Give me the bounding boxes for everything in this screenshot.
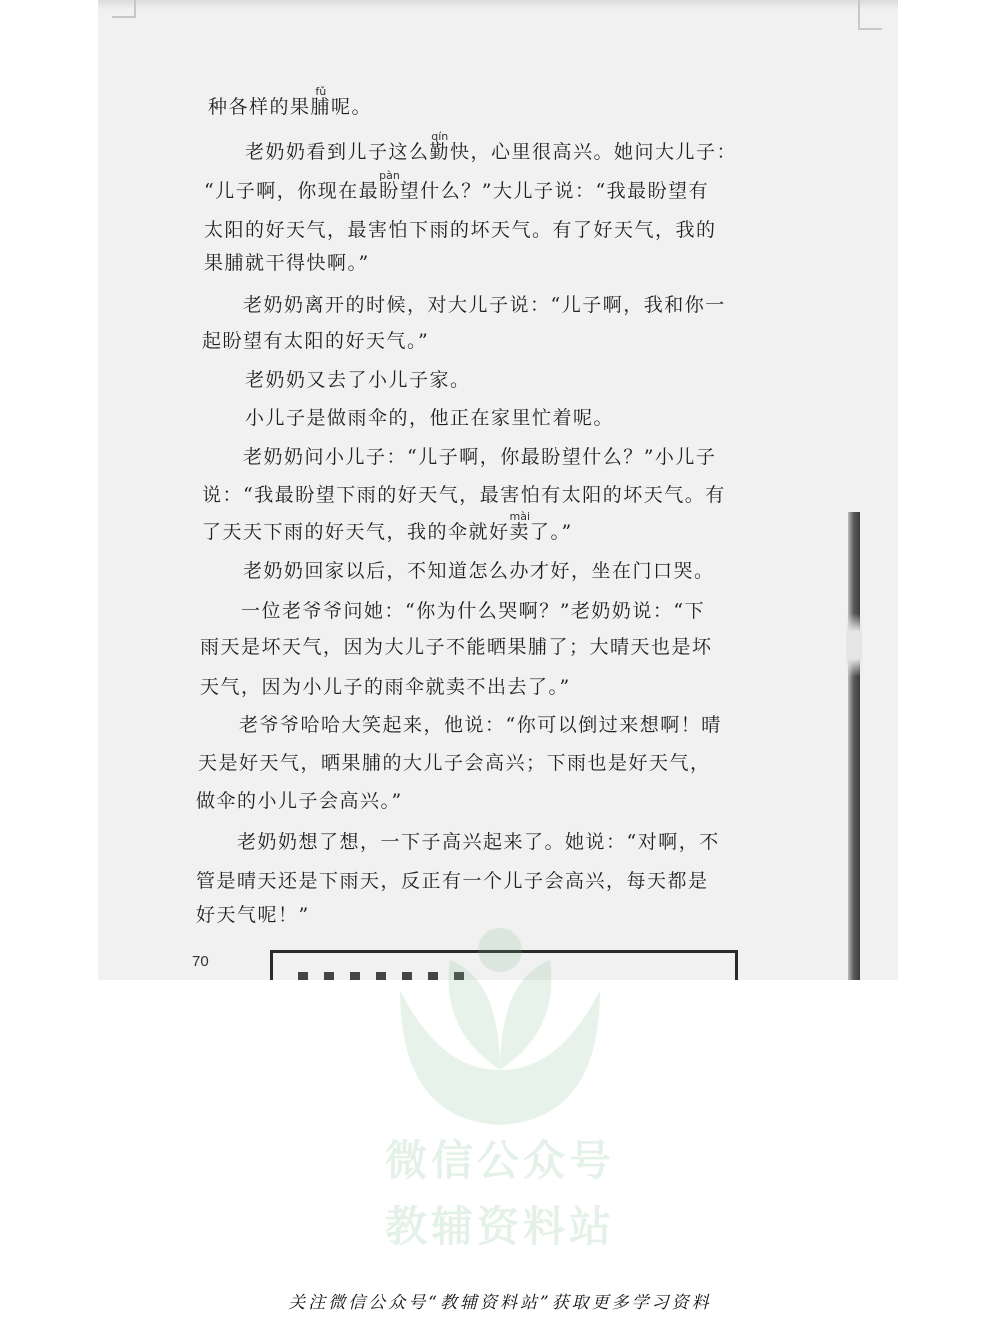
- text-line: 果脯就干得快啊。”: [204, 252, 370, 274]
- pinyin-label: pàn: [379, 169, 400, 182]
- pinyin-annotated-char: 盼 pàn: [379, 180, 400, 202]
- text-line: 老奶奶看到儿子这么勤 qín 快，心里很高兴。她问大儿子：: [204, 141, 737, 163]
- text-line: 雨天是坏天气，因为大儿子不能晒果脯了；大晴天也是坏: [200, 636, 713, 658]
- footer-note: 关注微信公众号“教辅资料站”获取更多学习资料: [288, 1293, 712, 1313]
- pinyin-label: qín: [431, 130, 449, 143]
- pinyin-annotated-char: 卖 mài: [510, 521, 531, 543]
- text-line: 天是好天气，晒果脯的大儿子会高兴；下雨也是好天气，: [198, 752, 711, 774]
- text-line: 小儿子是做雨伞的，他正在家里忙着呢。: [204, 407, 615, 429]
- text-line: 种各样的果脯 fǔ 呢。: [208, 96, 372, 118]
- text-line: 说：“我最盼望下雨的好天气，最害怕有太阳的坏天气。有: [202, 484, 726, 506]
- text-line: 老奶奶又去了小儿子家。: [204, 369, 471, 391]
- scan-top-shadow: [98, 0, 898, 10]
- text-line: 天气，因为小儿子的雨伞就卖不出去了。”: [200, 676, 571, 698]
- page-number: 70: [192, 953, 209, 970]
- text-line: 一位老爷爷问她：“你为什么哭啊？”老奶奶说：“下: [200, 600, 706, 622]
- text-line: 老奶奶想了想，一下子高兴起来了。她说：“对啊，不: [196, 831, 720, 853]
- text-line: 好天气呢！”: [196, 904, 310, 926]
- pinyin-annotated-char: 勤 qín: [430, 141, 451, 163]
- text-line: 老奶奶离开的时候，对大儿子说：“儿子啊，我和你一: [202, 294, 726, 316]
- watermark-line-1: 微信公众号: [384, 1136, 615, 1185]
- pinyin-label: mài: [509, 510, 531, 523]
- next-section-title-cut: [298, 972, 478, 980]
- text-line: 老奶奶问小儿子：“儿子啊，你最盼望什么？”小儿子: [202, 446, 717, 468]
- scanned-page: [98, 0, 898, 980]
- page-edge-shadow: [848, 512, 860, 980]
- text-line: 做伞的小儿子会高兴。”: [196, 790, 403, 812]
- text-line: 起盼望有太阳的好天气。”: [202, 330, 430, 352]
- text-line: “儿子啊，你现在最盼 pàn 望什么？”大儿子说：“我最盼望有: [204, 180, 709, 202]
- text-line: 了天天下雨的好天气，我的伞就好卖 mài 了。”: [202, 521, 573, 543]
- page-edge-highlight: [846, 600, 862, 690]
- pinyin-label: fǔ: [315, 85, 327, 98]
- pinyin-annotated-char: 脯 fǔ: [311, 96, 332, 118]
- text-line: 老爷爷哈哈大笑起来，他说：“你可以倒过来想啊！晴: [198, 714, 722, 736]
- text-line: 太阳的好天气，最害怕下雨的坏天气。有了好天气，我的: [204, 219, 717, 241]
- text-line: 管是晴天还是下雨天，反正有一个儿子会高兴，每天都是: [196, 870, 709, 892]
- text-line: 老奶奶回家以后，不知道怎么办才好，坐在门口哭。: [202, 560, 715, 582]
- crop-mark-left: [112, 0, 136, 18]
- crop-mark-right: [858, 0, 882, 30]
- watermark-line-2: 教辅资料站: [384, 1202, 615, 1251]
